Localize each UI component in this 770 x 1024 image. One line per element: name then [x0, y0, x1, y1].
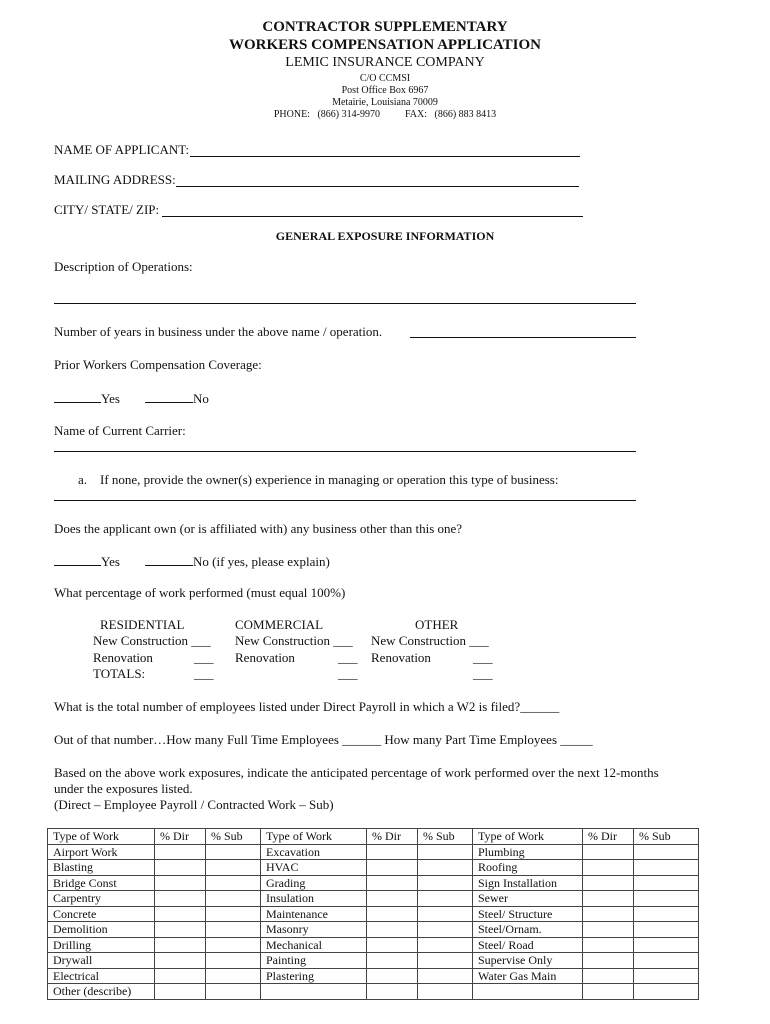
affiliated-no[interactable] — [145, 553, 330, 570]
commercial-renovation-label: Renovation — [235, 650, 295, 665]
residential-new-construction[interactable]: New Construction ___ — [93, 633, 211, 648]
work-type-cell: Insulation — [261, 891, 367, 907]
other-total-blank[interactable]: ___ — [473, 666, 493, 681]
percent-sub-input-cell[interactable] — [418, 922, 473, 938]
current-carrier-line[interactable] — [54, 451, 636, 452]
residential-heading: RESIDENTIAL — [100, 617, 185, 632]
percent-sub-input-cell[interactable] — [418, 891, 473, 907]
work-type-cell: Water Gas Main — [473, 968, 583, 984]
mailing-address-line[interactable] — [176, 186, 579, 187]
percent-sub-input-cell[interactable] — [418, 906, 473, 922]
owner-experience-label: If none, provide the owner(s) experience in managing or operation this type of business: — [100, 472, 559, 487]
other-renovation-label: Renovation — [371, 650, 431, 665]
work-type-cell: Roofing — [473, 860, 583, 876]
percent-sub-input-cell[interactable] — [418, 984, 473, 1000]
years-in-business-label: Number of years in business under the above name / operation. — [54, 324, 383, 339]
percent-dir-input-cell[interactable] — [155, 968, 206, 984]
other-new-construction[interactable]: New Construction ___ — [371, 633, 489, 648]
company-name: LEMIC INSURANCE COMPANY — [285, 55, 485, 70]
work-type-cell: Concrete — [48, 906, 155, 922]
header-dir-3: % Dir — [583, 829, 634, 845]
residential-renovation-blank[interactable]: ___ — [194, 650, 214, 665]
percent-sub-input-cell[interactable] — [206, 984, 261, 1000]
affiliated-yes[interactable] — [54, 553, 120, 570]
percent-dir-input-cell[interactable] — [155, 922, 206, 938]
percent-dir-input-cell[interactable] — [367, 875, 418, 891]
percent-dir-input-cell[interactable] — [583, 860, 634, 876]
percent-sub-input-cell[interactable] — [634, 984, 699, 1000]
yes-label: Yes — [101, 391, 120, 406]
work-type-cell: Excavation — [261, 844, 367, 860]
percent-dir-input-cell[interactable] — [367, 968, 418, 984]
table-row — [48, 953, 699, 969]
exposure-instructions-line2: under the exposures listed. — [54, 781, 193, 796]
percent-dir-input-cell[interactable] — [155, 953, 206, 969]
percent-dir-input-cell[interactable] — [583, 968, 634, 984]
percent-dir-input-cell[interactable] — [155, 984, 206, 1000]
work-type-cell: Blasting — [48, 860, 155, 876]
table-header-row — [48, 829, 699, 845]
no-label: No — [193, 391, 209, 406]
work-type-cell: Steel/ Structure — [473, 906, 583, 922]
work-percentage-label: What percentage of work performed (must equal 100%) — [54, 585, 346, 600]
percent-dir-input-cell[interactable] — [583, 922, 634, 938]
percent-sub-input-cell[interactable] — [206, 953, 261, 969]
exposure-instructions-line1: Based on the above work exposures, indicate the anticipated percentage of work performed over the next 12-months — [54, 765, 659, 780]
applicant-name-label: NAME OF APPLICANT: — [54, 142, 190, 157]
percent-sub-input-cell[interactable] — [206, 922, 261, 938]
table-row — [48, 860, 699, 876]
work-type-cell: HVAC — [261, 860, 367, 876]
header-dir-2: % Dir — [367, 829, 418, 845]
percent-sub-input-cell[interactable] — [418, 937, 473, 953]
table-row — [48, 937, 699, 953]
work-type-cell: Bridge Const — [48, 875, 155, 891]
percent-dir-input-cell[interactable] — [367, 937, 418, 953]
prior-coverage-no[interactable] — [145, 390, 209, 407]
w2-employees-blank[interactable]: ______ — [520, 699, 560, 714]
prior-coverage-yes[interactable] — [54, 390, 120, 407]
city-address: Metairie, Louisiana 70009 — [332, 97, 438, 108]
percent-sub-input-cell[interactable] — [418, 875, 473, 891]
percent-dir-input-cell[interactable] — [583, 906, 634, 922]
percent-dir-input-cell[interactable] — [583, 953, 634, 969]
percent-dir-input-cell[interactable] — [367, 844, 418, 860]
percent-sub-input-cell[interactable] — [634, 906, 699, 922]
percent-dir-input-cell[interactable] — [155, 891, 206, 907]
percent-sub-input-cell[interactable] — [206, 906, 261, 922]
work-type-cell — [473, 984, 583, 1000]
table-row — [48, 844, 699, 860]
percent-dir-input-cell[interactable] — [155, 906, 206, 922]
header-sub-2: % Sub — [418, 829, 473, 845]
part-time-label: How many Part Time Employees — [384, 732, 558, 747]
percent-dir-input-cell[interactable] — [367, 891, 418, 907]
percent-sub-input-cell[interactable] — [634, 953, 699, 969]
full-time-blank[interactable]: ______ — [342, 732, 382, 747]
commercial-renovation-blank[interactable]: ___ — [338, 650, 358, 665]
work-type-cell: Drilling — [48, 937, 155, 953]
header-sub-3: % Sub — [634, 829, 699, 845]
work-type-cell: Steel/Ornam. — [473, 922, 583, 938]
percent-sub-input-cell[interactable] — [634, 937, 699, 953]
work-type-cell: Plumbing — [473, 844, 583, 860]
section-title: GENERAL EXPOSURE INFORMATION — [275, 229, 495, 243]
header-dir-1: % Dir — [155, 829, 206, 845]
percent-dir-input-cell[interactable] — [583, 875, 634, 891]
work-type-cell — [261, 984, 367, 1000]
no-explain-label: No (if yes, please explain) — [193, 554, 330, 569]
percent-sub-input-cell[interactable] — [206, 844, 261, 860]
percent-dir-input-cell[interactable] — [155, 937, 206, 953]
percent-sub-input-cell[interactable] — [418, 953, 473, 969]
percent-sub-input-cell[interactable] — [634, 844, 699, 860]
percent-dir-input-cell[interactable] — [367, 860, 418, 876]
header-type-of-work-3: Type of Work — [473, 829, 583, 845]
work-type-cell: Supervise Only — [473, 953, 583, 969]
header-type-of-work-1: Type of Work — [48, 829, 155, 845]
work-type-cell: Sewer — [473, 891, 583, 907]
percent-sub-input-cell[interactable] — [634, 891, 699, 907]
percent-dir-input-cell[interactable] — [367, 922, 418, 938]
work-type-cell: Steel/ Road — [473, 937, 583, 953]
description-label: Description of Operations: — [54, 259, 193, 274]
percent-dir-input-cell[interactable] — [155, 860, 206, 876]
affiliated-business-label: Does the applicant own (or is affiliated with) any business other than this one? — [54, 521, 463, 536]
work-type-cell: Sign Installation — [473, 875, 583, 891]
percent-sub-input-cell[interactable] — [418, 844, 473, 860]
table-row — [48, 968, 699, 984]
percent-sub-input-cell[interactable] — [418, 860, 473, 876]
commercial-new-construction[interactable]: New Construction ___ — [235, 633, 353, 648]
percent-sub-input-cell[interactable] — [634, 860, 699, 876]
mailing-address-label: MAILING ADDRESS: — [54, 172, 176, 187]
work-type-cell: Mechanical — [261, 937, 367, 953]
percent-dir-input-cell[interactable] — [155, 844, 206, 860]
percent-dir-input-cell[interactable] — [583, 937, 634, 953]
residential-total-blank[interactable]: ___ — [194, 666, 214, 681]
exposure-instructions-line3: (Direct – Employee Payroll / Contracted Work – Sub) — [54, 797, 334, 812]
totals-label: TOTALS: — [93, 666, 146, 681]
item-a-marker: a. — [78, 472, 88, 487]
employee-count-question — [54, 732, 593, 748]
percent-sub-input-cell[interactable] — [206, 875, 261, 891]
work-type-cell: Masonry — [261, 922, 367, 938]
percent-sub-input-cell[interactable] — [206, 968, 261, 984]
work-type-cell: Maintenance — [261, 906, 367, 922]
work-type-cell: Electrical — [48, 968, 155, 984]
table-row — [48, 906, 699, 922]
full-time-label: Out of that number…How many Full Time Employees — [54, 732, 339, 747]
part-time-blank[interactable]: _____ — [560, 732, 593, 747]
prior-coverage-label: Prior Workers Compensation Coverage: — [54, 357, 262, 372]
percent-sub-input-cell[interactable] — [206, 860, 261, 876]
percent-sub-input-cell[interactable] — [634, 968, 699, 984]
work-type-cell: Grading — [261, 875, 367, 891]
percent-sub-input-cell[interactable] — [634, 922, 699, 938]
other-renovation-blank[interactable]: ___ — [473, 650, 493, 665]
form-title-line1: CONTRACTOR SUPPLEMENTARY — [262, 19, 508, 35]
percent-sub-input-cell[interactable] — [206, 891, 261, 907]
owner-experience-line[interactable] — [54, 500, 636, 501]
form-title-line2: WORKERS COMPENSATION APPLICATION — [229, 37, 541, 53]
work-type-cell: Other (describe) — [48, 984, 155, 1000]
po-box: Post Office Box 6967 — [341, 85, 429, 96]
table-row — [48, 984, 699, 1000]
commercial-heading: COMMERCIAL — [235, 617, 324, 632]
other-heading: OTHER — [415, 617, 459, 632]
years-in-business-line[interactable] — [410, 337, 636, 338]
percent-sub-input-cell[interactable] — [206, 937, 261, 953]
work-type-cell: Plastering — [261, 968, 367, 984]
percent-dir-input-cell[interactable] — [367, 906, 418, 922]
header-type-of-work-2: Type of Work — [261, 829, 367, 845]
work-type-table — [47, 828, 699, 1000]
table-row — [48, 891, 699, 907]
city-state-zip-label: CITY/ STATE/ ZIP: — [54, 202, 160, 217]
work-type-table-body — [48, 829, 699, 1000]
current-carrier-label: Name of Current Carrier: — [54, 423, 186, 438]
city-state-zip-line[interactable] — [162, 216, 583, 217]
w2-employees-question — [54, 699, 559, 715]
percent-sub-input-cell[interactable] — [634, 875, 699, 891]
w2-question-text: What is the total number of employees listed under Direct Payroll in which a W2 is filed? — [54, 699, 521, 714]
applicant-name-line[interactable] — [190, 156, 580, 157]
percent-dir-input-cell[interactable] — [367, 953, 418, 969]
percent-dir-input-cell[interactable] — [155, 875, 206, 891]
work-type-cell: Painting — [261, 953, 367, 969]
work-type-cell: Drywall — [48, 953, 155, 969]
table-row — [48, 922, 699, 938]
percent-dir-input-cell[interactable] — [367, 984, 418, 1000]
percent-sub-input-cell[interactable] — [418, 968, 473, 984]
work-type-cell: Demolition — [48, 922, 155, 938]
percent-dir-input-cell[interactable] — [583, 984, 634, 1000]
table-row — [48, 875, 699, 891]
work-type-cell: Airport Work — [48, 844, 155, 860]
care-of: C/O CCMSI — [359, 73, 411, 84]
header-sub-1: % Sub — [206, 829, 261, 845]
phone-fax-line: PHONE: (866) 314-9970 FAX: (866) 883 8413 — [273, 109, 497, 120]
description-line[interactable] — [54, 303, 636, 304]
residential-renovation-label: Renovation — [93, 650, 153, 665]
percent-dir-input-cell[interactable] — [583, 844, 634, 860]
percent-dir-input-cell[interactable] — [583, 891, 634, 907]
yes-label: Yes — [101, 554, 120, 569]
commercial-total-blank[interactable]: ___ — [338, 666, 358, 681]
work-type-cell: Carpentry — [48, 891, 155, 907]
